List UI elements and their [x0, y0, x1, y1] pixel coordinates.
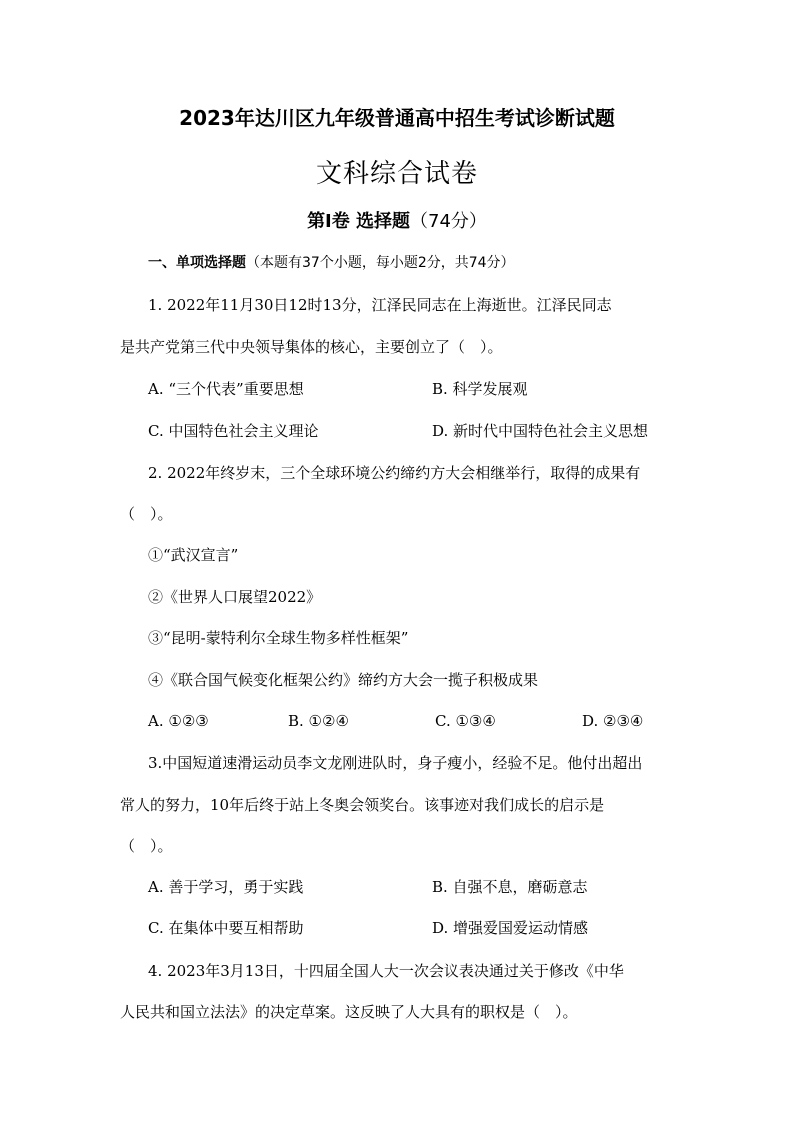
q3-stem-line1: 3.中国短道速滑运动员李文龙刚进队时，身子瘦小，经验不足。他付出超出	[148, 754, 643, 772]
q3-option-a: A. 善于学习，勇于实践	[148, 878, 304, 896]
exam-title: 2023年达川区九年级普通高中招生考试诊断试题	[179, 106, 615, 130]
q4-stem-line2: 人民共和国立法法》的决定草案。这反映了人大具有的职权是（ ）。	[120, 1003, 578, 1021]
q3-option-c: C. 在集体中要互相帮助	[148, 919, 304, 937]
q2-option-d: D. ②③④	[582, 712, 644, 730]
q1-option-c: C. 中国特色社会主义理论	[148, 422, 319, 440]
instructions-heading: 一、单项选择题	[148, 255, 246, 271]
q1-option-b: B. 科学发展观	[432, 380, 528, 398]
q3-option-d: D. 增强爱国爱运动情感	[432, 919, 589, 937]
q2-option-b: B. ①②④	[288, 712, 349, 730]
q3-option-b: B. 自强不息，磨砺意志	[432, 878, 588, 896]
q2-item-3: ③“昆明-蒙特利尔全球生物多样性框架”	[148, 629, 409, 647]
q2-item-2: ②《世界人口展望2022》	[148, 588, 322, 606]
section-heading-score: （74分）	[410, 211, 487, 232]
q2-option-c: C. ①③④	[435, 712, 496, 730]
q1-stem-line1: 1. 2022年11月30日12时13分，江泽民同志在上海逝世。江泽民同志	[148, 296, 612, 314]
q1-option-a: A. “三个代表”重要思想	[148, 380, 304, 398]
instructions	[148, 253, 515, 273]
q1-stem-line2: 是共产党第三代中央领导集体的核心，主要创立了（ ）。	[120, 338, 503, 356]
q2-stem-line1: 2. 2022年终岁末，三个全球环境公约缔约方大会相继举行，取得的成果有	[148, 464, 641, 482]
section-heading	[0, 207, 794, 233]
q1-option-d: D. 新时代中国特色社会主义思想	[432, 422, 649, 440]
exam-subtitle: 文科综合试卷	[315, 159, 478, 189]
section-heading-main: 第Ⅰ卷 选择题	[307, 211, 411, 232]
q4-stem-line1: 4. 2023年3月13日，十四届全国人大一次会议表决通过关于修改《中华	[148, 962, 624, 980]
q3-stem-line3: （ ）。	[120, 837, 173, 855]
q2-item-4: ④《联合国气候变化框架公约》缔约方大会一揽子积极成果	[148, 671, 539, 689]
q2-item-1: ①“武汉宣言”	[148, 546, 239, 564]
q2-option-a: A. ①②③	[148, 712, 209, 730]
q2-stem-line2: （ ）。	[120, 505, 173, 523]
q3-stem-line2: 常人的努力，10年后终于站上冬奥会领奖台。该事迹对我们成长的启示是	[120, 796, 605, 814]
instructions-note: （本题有37个小题，每小题2分，共74分）	[246, 255, 515, 271]
